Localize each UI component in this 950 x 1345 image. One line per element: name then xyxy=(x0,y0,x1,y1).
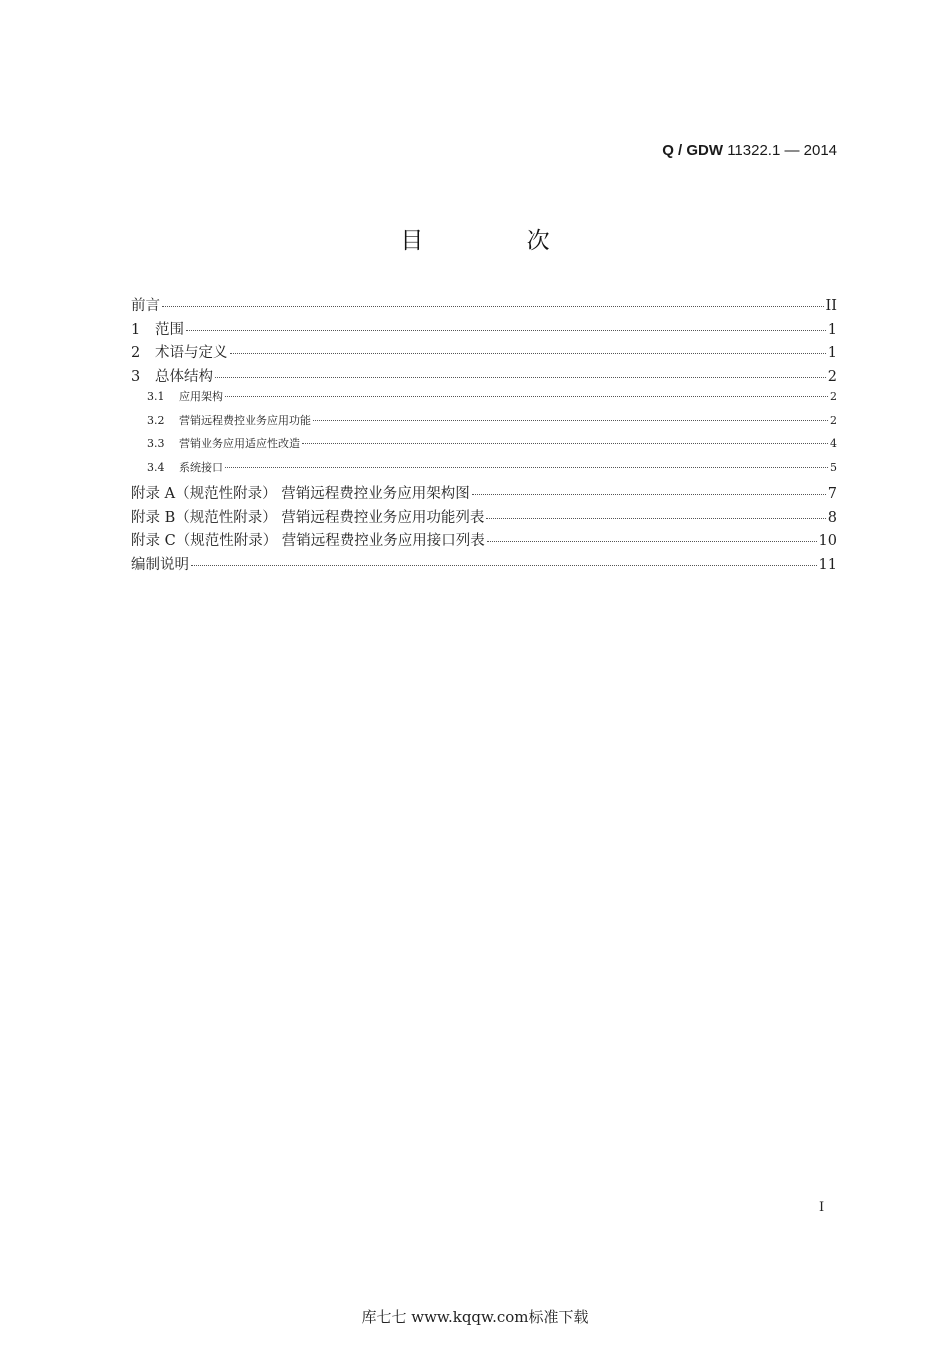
toc-dot-leader xyxy=(486,518,825,519)
toc-entry[interactable] xyxy=(131,529,837,553)
document-code xyxy=(662,142,837,159)
document-code-suffix: 11322.1 — 2014 xyxy=(727,142,837,159)
toc-entry-label: 应用架构 xyxy=(179,390,223,403)
toc-dot-leader xyxy=(162,306,824,307)
toc-entry-page: II xyxy=(825,298,837,314)
toc-entry[interactable] xyxy=(131,553,837,577)
toc-dot-leader xyxy=(225,396,828,397)
toc-entry-number: 3.1 xyxy=(147,390,165,403)
toc-entry[interactable] xyxy=(131,341,837,365)
toc-entry-label: 编制说明 xyxy=(131,556,189,573)
toc-entry-page: 2 xyxy=(830,413,837,427)
page-number: I xyxy=(819,1200,825,1215)
toc-entry[interactable] xyxy=(131,294,837,318)
toc-entry-label: 系统接口 xyxy=(179,460,223,474)
toc-entry-page: 1 xyxy=(827,345,837,361)
toc-entry-number: 3.4 xyxy=(147,460,165,474)
toc-entry[interactable] xyxy=(131,388,837,412)
toc-entry[interactable] xyxy=(131,318,837,342)
toc-dot-leader xyxy=(487,541,817,542)
toc-entry-number: 3.2 xyxy=(147,413,165,427)
toc-entry-page: 7 xyxy=(827,486,837,502)
toc-entry-label: 前言 xyxy=(131,298,160,314)
toc-entry[interactable] xyxy=(131,435,837,459)
toc-dot-leader xyxy=(302,443,828,444)
toc-entry[interactable] xyxy=(131,506,837,530)
toc-entry-page: 1 xyxy=(827,321,837,338)
toc-entry-page: 11 xyxy=(818,556,837,573)
toc-entry-label: 附录 A（规范性附录） 营销远程费控业务应用架构图 xyxy=(131,486,470,502)
toc-entry-label: 营销远程费控业务应用功能 xyxy=(179,413,311,427)
toc-entry[interactable] xyxy=(131,482,837,506)
toc-entry-label: 附录 B（规范性附录） 营销远程费控业务应用功能列表 xyxy=(131,509,485,526)
toc-dot-leader xyxy=(313,420,828,421)
toc-entry-label: 总体结构 xyxy=(155,368,213,385)
toc-entry-label: 术语与定义 xyxy=(155,345,228,361)
toc-entry-page: 8 xyxy=(827,509,837,526)
toc-dot-leader xyxy=(186,330,826,331)
toc-entry-number: 3.3 xyxy=(147,437,165,450)
footer-watermark: 库七七 www.kqqw.com标准下载 xyxy=(361,1308,589,1326)
document-code-prefix: Q / GDW xyxy=(662,142,724,159)
toc-dot-leader xyxy=(230,353,826,354)
toc-dot-leader xyxy=(472,494,826,495)
toc-dot-leader xyxy=(191,565,817,566)
toc-title: 目 次 xyxy=(400,228,598,254)
toc-entry[interactable] xyxy=(131,412,837,436)
toc-entry-label: 营销业务应用适应性改造 xyxy=(179,437,300,450)
toc-entry-page: 4 xyxy=(830,437,837,450)
toc-entry-page: 2 xyxy=(827,368,837,385)
toc-entry-number: 2 xyxy=(131,345,141,361)
toc-entry-page: 5 xyxy=(830,460,837,474)
toc-dot-leader xyxy=(215,377,826,378)
toc-entry-number: 3 xyxy=(131,368,141,385)
toc-entry[interactable] xyxy=(131,459,837,483)
toc-entry-page: 10 xyxy=(818,533,837,549)
table-of-contents xyxy=(131,294,837,576)
toc-entry-label: 附录 C（规范性附录） 营销远程费控业务应用接口列表 xyxy=(131,533,485,549)
toc-entry[interactable] xyxy=(131,365,837,389)
toc-entry-page: 2 xyxy=(830,390,837,403)
toc-dot-leader xyxy=(225,467,828,468)
toc-entry-number: 1 xyxy=(131,321,141,338)
toc-entry-label: 范围 xyxy=(155,321,184,338)
